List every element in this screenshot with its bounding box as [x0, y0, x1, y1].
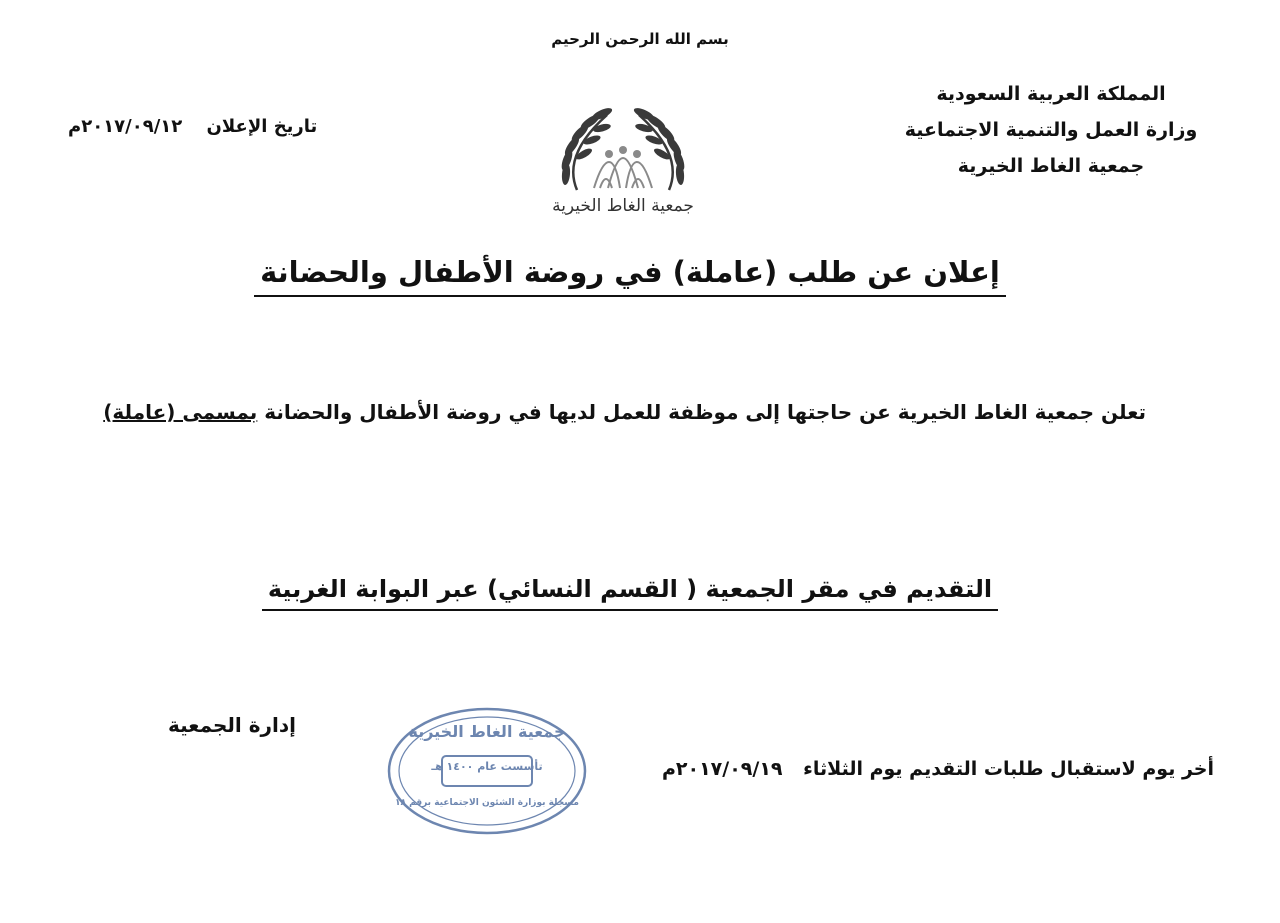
header-ministry: وزارة العمل والتنمية الاجتماعية [904, 119, 1198, 141]
announcement-date-value: ٢٠١٧/٠٩/١٢م [68, 116, 183, 137]
application-deadline [662, 758, 1214, 780]
logo-caption: جمعية الغاط الخيرية [552, 196, 694, 216]
page-title [0, 255, 1260, 289]
announcement-body [103, 400, 1146, 424]
header-country: المملكة العربية السعودية [936, 83, 1166, 105]
letterhead-header [886, 76, 1216, 184]
deadline-date: ٢٠١٧/٠٩/١٩م [661, 758, 783, 780]
stamp-organization-name: جمعية الغاط الخيرية [408, 722, 566, 741]
deadline-text: أخر يوم لاستقبال طلبات التقديم يوم الثلاثاء [803, 758, 1214, 780]
signature-management: إدارة الجمعية [168, 713, 297, 737]
job-title-text: بمسمى (عاملة) [103, 400, 258, 424]
stamp-founded: تأسست عام ١٤٠٠ هـ [431, 760, 543, 773]
application-location-text: التقديم في مقر الجمعية ( القسم النسائي) عبر البوابة الغربية [262, 575, 998, 611]
announcement-date [68, 116, 317, 137]
header-organization: جمعية الغاط الخيرية [957, 155, 1145, 177]
stamp-registration: مسجلة بوزارة الشئون الاجتماعية برقم ١٨ [395, 798, 579, 808]
basmala: بسم الله الرحمن الرحيم [551, 30, 729, 48]
announcement-body-text: تعلن جمعية الغاط الخيرية عن حاجتها إلى موظفة للعمل لديها في روضة الأطفال والحضانة [264, 400, 1146, 424]
application-location [0, 575, 1260, 603]
page-title-text: إعلان عن طلب (عاملة) في روضة الأطفال والحضانة [254, 255, 1006, 297]
announcement-date-label: تاريخ الإعلان [206, 116, 318, 137]
